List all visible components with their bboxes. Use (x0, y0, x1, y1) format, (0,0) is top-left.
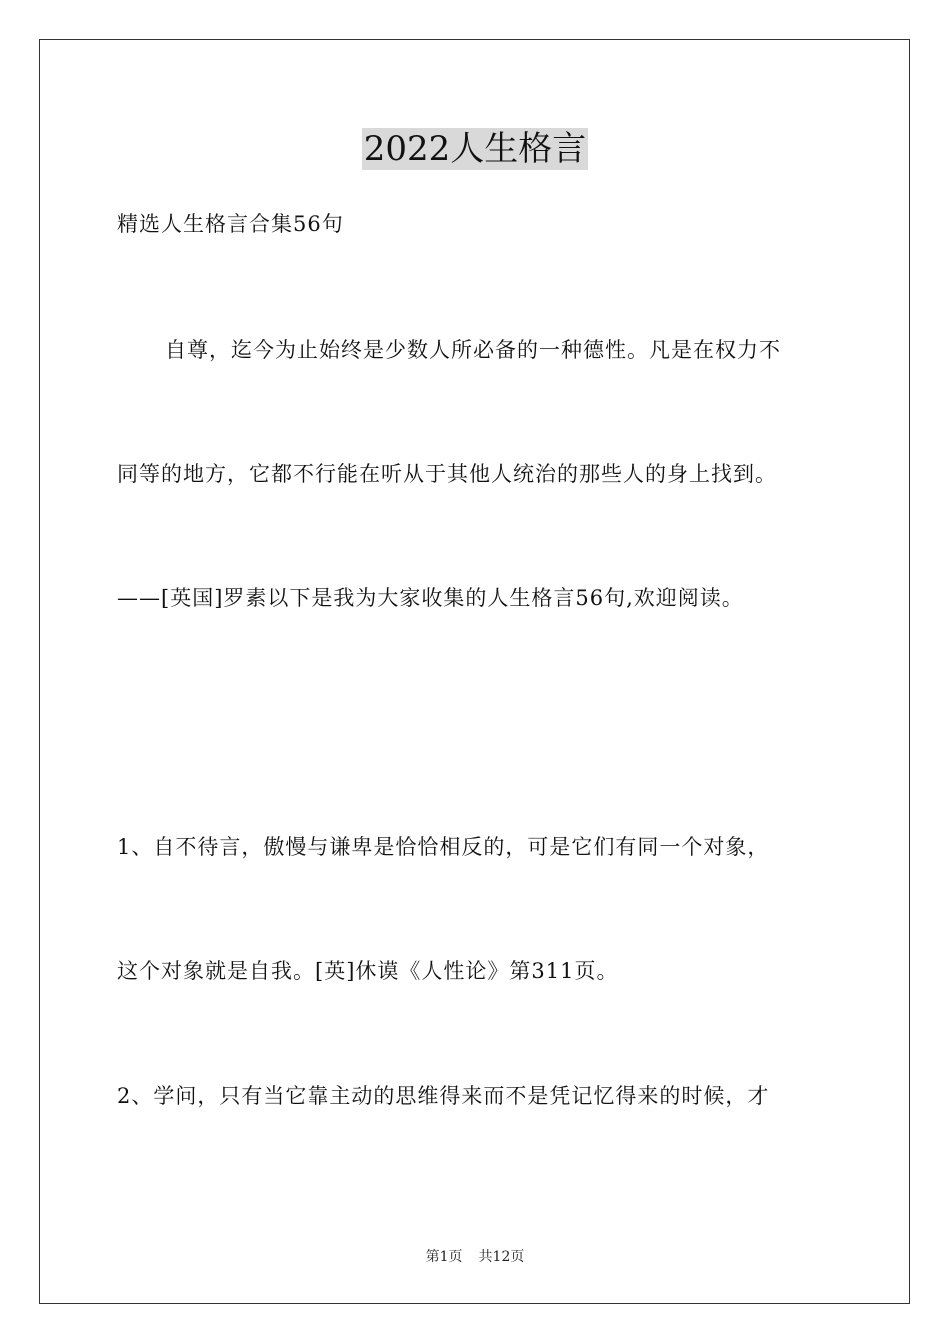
paragraph-line: 同等的地方，它都不行能在听从于其他人统治的那些人的身上找到。 (117, 462, 777, 486)
quote-item-line: 这个对象就是自我。[英]休谟《人性论》第311页。 (117, 959, 619, 983)
page-number: 第1页 (425, 1249, 463, 1265)
page-total: 共12页 (478, 1249, 525, 1265)
page-footer (0, 1247, 950, 1267)
paragraph-line: ——[英国]罗素以下是我为大家收集的人生格言56句,欢迎阅读。 (117, 586, 744, 610)
title-container (0, 128, 950, 170)
document-title: 2022人生格言 (363, 129, 587, 169)
quote-item-line: 1、自不待言，傲慢与谦卑是恰恰相反的，可是它们有同一个对象， (117, 835, 770, 859)
document-subtitle: 精选人生格言合集56句 (117, 212, 344, 236)
paragraph-line: 自尊，迄今为止始终是少数人所必备的一种德性。凡是在权力不 (165, 338, 781, 362)
quote-item-line: 2、学问，只有当它靠主动的思维得来而不是凭记忆得来的时候，才 (117, 1084, 770, 1108)
